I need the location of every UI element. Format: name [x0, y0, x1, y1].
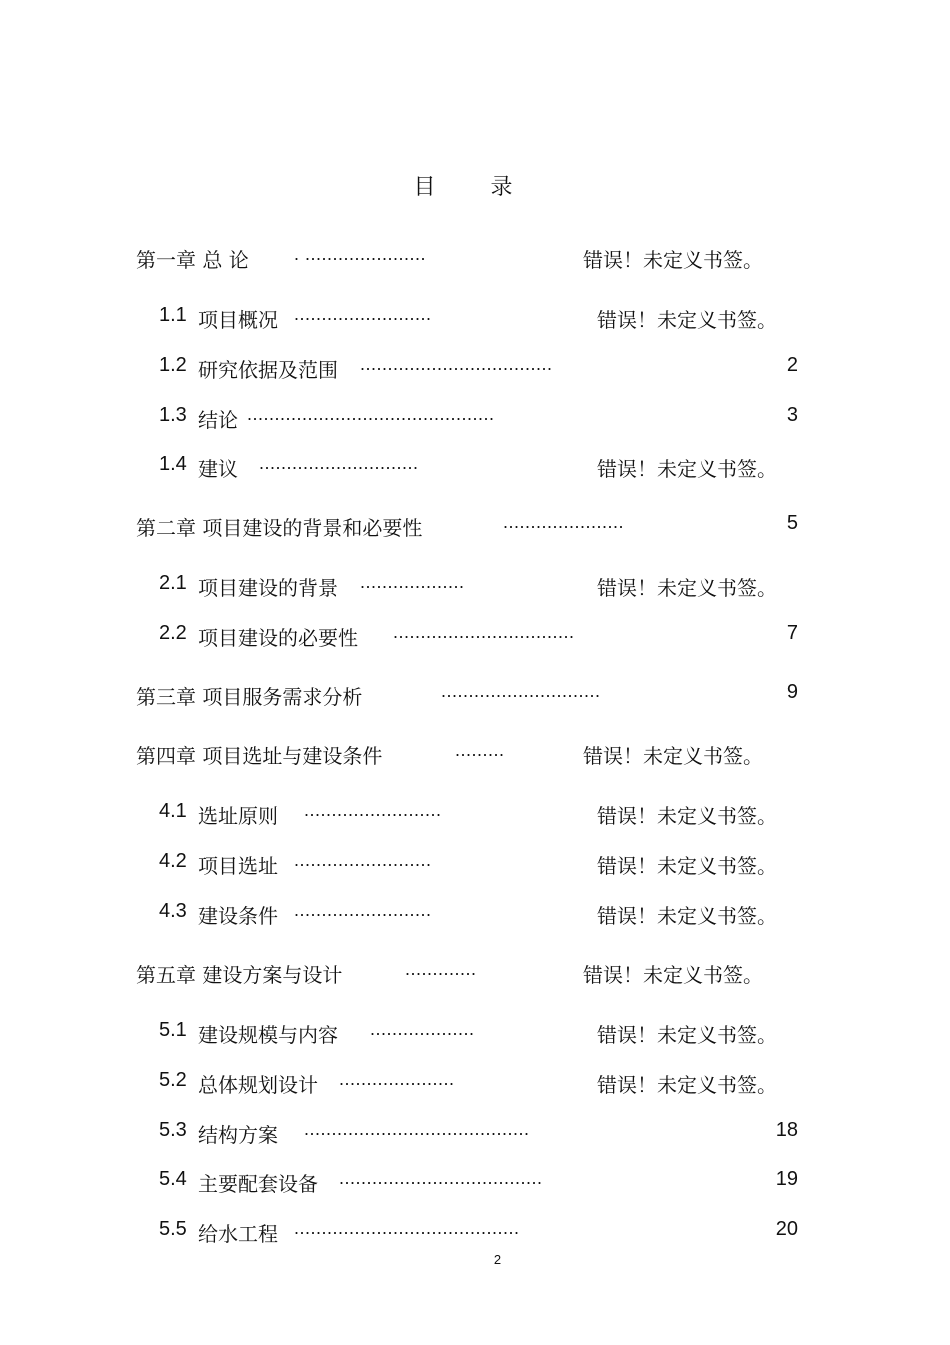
- toc-entry-5-3[interactable]: [0, 1119, 950, 1151]
- toc-entry-5-2[interactable]: [0, 1069, 950, 1101]
- toc-title: 目 录: [413, 175, 537, 200]
- toc-entry-page: 5: [786, 512, 798, 534]
- toc-entry-page: 错误！未定义书签。: [597, 1073, 777, 1097]
- toc-entry-chapter-4[interactable]: [0, 740, 950, 772]
- toc-entry-label: 项目建设的背景: [198, 576, 338, 600]
- toc-entry-4-3[interactable]: [0, 900, 950, 932]
- toc-entry-page: 错误！未定义书签。: [583, 963, 763, 987]
- toc-entry-5-4[interactable]: [0, 1168, 950, 1200]
- toc-entry-1-1[interactable]: [0, 304, 950, 336]
- toc-entry-number: 1.1: [159, 304, 187, 326]
- toc-entry-page: 9: [786, 681, 798, 703]
- toc-leader-dots: ...................................: [360, 354, 553, 374]
- toc-entry-page: 错误！未定义书签。: [597, 457, 777, 481]
- toc-leader-dots: .........................................: [304, 1119, 530, 1139]
- toc-entry-label: 项目建设的必要性: [198, 626, 358, 650]
- toc-entry-label: 给水工程: [198, 1222, 278, 1246]
- toc-entry-number: 4.3: [159, 900, 187, 922]
- toc-entry-number: 2.1: [159, 572, 187, 594]
- toc-entry-number: 5.5: [159, 1218, 187, 1240]
- toc-entry-label: 第一章 总 论: [136, 248, 249, 272]
- toc-entry-label: 选址原则: [198, 804, 278, 828]
- toc-entry-4-2[interactable]: [0, 850, 950, 882]
- toc-entry-number: 2.2: [159, 622, 187, 644]
- toc-entry-number: 1.3: [159, 404, 187, 426]
- toc-entry-page: 18: [775, 1119, 798, 1141]
- toc-entry-page: 7: [786, 622, 798, 644]
- toc-entry-5-1[interactable]: [0, 1019, 950, 1051]
- toc-entry-page: 3: [786, 404, 798, 426]
- toc-entry-label: 第二章 项目建设的背景和必要性: [136, 516, 423, 540]
- toc-entry-2-1[interactable]: [0, 572, 950, 604]
- toc-entry-page: 2: [786, 354, 798, 376]
- toc-entry-label: 建设条件: [198, 904, 278, 928]
- toc-leader-dots: .............: [405, 959, 477, 979]
- toc-leader-dots: .........: [455, 740, 505, 760]
- toc-entry-label: 主要配套设备: [198, 1172, 318, 1196]
- toc-entry-label: 第四章 项目选址与建设条件: [136, 744, 383, 768]
- toc-leader-dots: .........................: [304, 800, 442, 820]
- toc-entry-label: 项目选址: [198, 854, 278, 878]
- toc-entry-1-4[interactable]: [0, 453, 950, 485]
- toc-leader-dots: .........................: [294, 900, 432, 920]
- toc-leader-dots: ...................: [370, 1019, 475, 1039]
- toc-entry-label: 建议: [198, 457, 238, 481]
- toc-leader-dots: .............................: [441, 681, 601, 701]
- toc-entry-page: 错误！未定义书签。: [597, 308, 777, 332]
- toc-leader-dots: ......................: [503, 512, 625, 532]
- toc-entry-page: 19: [775, 1168, 798, 1190]
- toc-entry-chapter-5[interactable]: [0, 959, 950, 991]
- toc-entry-page: 错误！未定义书签。: [597, 1023, 777, 1047]
- toc-leader-dots: ...................: [360, 572, 465, 592]
- toc-entry-number: 5.2: [159, 1069, 187, 1091]
- toc-entry-chapter-1[interactable]: [0, 244, 950, 276]
- toc-entry-number: 4.1: [159, 800, 187, 822]
- toc-entry-page: 错误！未定义书签。: [583, 744, 763, 768]
- toc-entry-2-2[interactable]: [0, 622, 950, 654]
- toc-entry-page: 错误！未定义书签。: [597, 576, 777, 600]
- toc-entry-number: 5.4: [159, 1168, 187, 1190]
- toc-entry-1-2[interactable]: [0, 354, 950, 386]
- toc-entry-number: 4.2: [159, 850, 187, 872]
- toc-entry-page: 错误！未定义书签。: [583, 248, 763, 272]
- toc-leader-dots: .............................................: [247, 404, 495, 424]
- toc-leader-dots: .....................................: [339, 1168, 543, 1188]
- toc-entry-chapter-2[interactable]: [0, 512, 950, 544]
- toc-entry-label: 结构方案: [198, 1123, 278, 1147]
- toc-entry-page: 错误！未定义书签。: [597, 904, 777, 928]
- toc-entry-number: 1.2: [159, 354, 187, 376]
- toc-entry-label: 第五章 建设方案与设计: [136, 963, 343, 987]
- toc-leader-dots: .............................: [259, 453, 419, 473]
- toc-entry-page: 20: [775, 1218, 798, 1240]
- toc-leader-dots: .........................: [294, 304, 432, 324]
- toc-entry-number: 5.3: [159, 1119, 187, 1141]
- toc-entry-number: 1.4: [159, 453, 187, 475]
- toc-entry-4-1[interactable]: [0, 800, 950, 832]
- toc-entry-label: 建设规模与内容: [198, 1023, 338, 1047]
- toc-entry-label: 项目概况: [198, 308, 278, 332]
- toc-entry-1-3[interactable]: [0, 404, 950, 436]
- toc-entry-5-5[interactable]: [0, 1218, 950, 1250]
- toc-entry-number: 5.1: [159, 1019, 187, 1041]
- toc-leader-dots: .................................: [393, 622, 575, 642]
- toc-leader-dots: .....................: [339, 1069, 455, 1089]
- page-number: 2: [493, 1252, 502, 1267]
- toc-leader-dots: .........................: [294, 850, 432, 870]
- toc-entry-page: 错误！未定义书签。: [597, 804, 777, 828]
- toc-leader-dots: . ......................: [294, 244, 427, 264]
- toc-entry-chapter-3[interactable]: [0, 681, 950, 713]
- toc-entry-label: 总体规划设计: [198, 1073, 318, 1097]
- toc-entry-page: 错误！未定义书签。: [597, 854, 777, 878]
- toc-leader-dots: .........................................: [294, 1218, 520, 1238]
- toc-entry-label: 结论: [198, 408, 238, 432]
- toc-entry-label: 第三章 项目服务需求分析: [136, 685, 363, 709]
- toc-entry-label: 研究依据及范围: [198, 358, 338, 382]
